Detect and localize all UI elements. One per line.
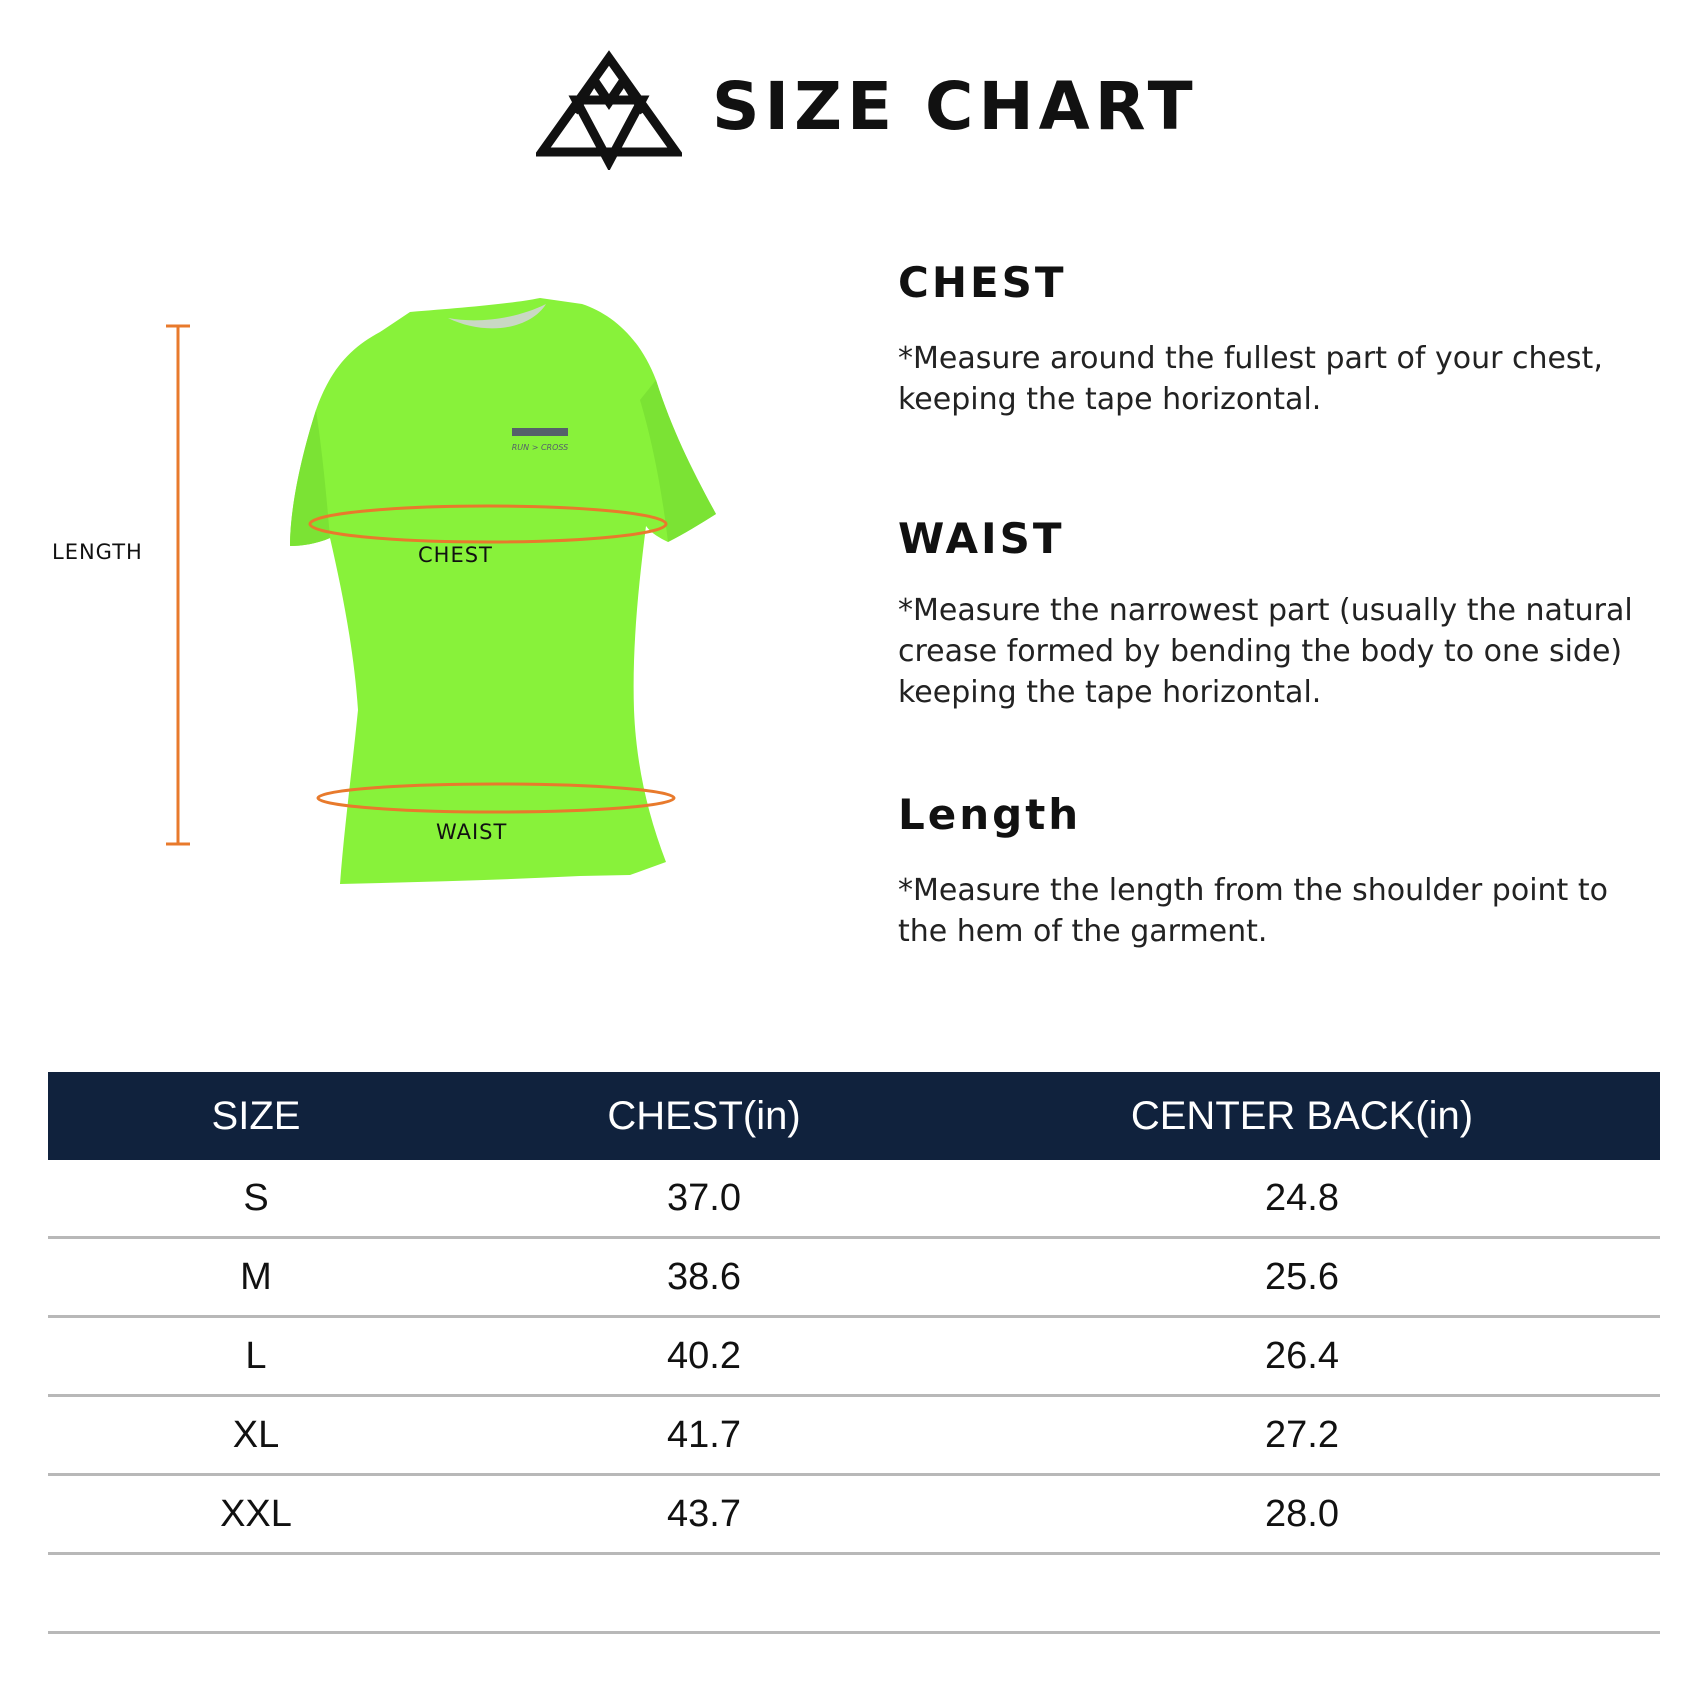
shirt-illustration bbox=[40, 290, 740, 910]
table-header bbox=[48, 1072, 1660, 1160]
shirt-measurement-figure bbox=[40, 290, 740, 910]
chest-cell: 43.7 bbox=[667, 1492, 741, 1535]
table-row bbox=[48, 1318, 1660, 1397]
waist-instructions: *Measure the narrowest part (usually the natural crease formed by bending the body to one side) keeping the tape horizontal. bbox=[898, 593, 1633, 710]
size-cell: L bbox=[245, 1334, 267, 1377]
size-table bbox=[48, 1072, 1660, 1634]
triangle-mountain-logo-icon bbox=[536, 50, 682, 170]
waist-section bbox=[898, 514, 1658, 713]
center-back-cell: 24.8 bbox=[1265, 1176, 1339, 1219]
column-header-center-back: CENTER BACK(in) bbox=[1130, 1093, 1474, 1138]
chest-cell: 38.6 bbox=[667, 1255, 741, 1298]
table-row bbox=[48, 1397, 1660, 1476]
table-row bbox=[48, 1160, 1660, 1239]
chest-cell: 37.0 bbox=[667, 1176, 741, 1219]
chest-label: CHEST bbox=[418, 543, 493, 567]
chest-heading: CHEST bbox=[898, 258, 1067, 307]
length-section bbox=[898, 790, 1658, 952]
size-cell: S bbox=[243, 1176, 269, 1219]
waist-label: WAIST bbox=[436, 820, 508, 844]
table-row bbox=[48, 1476, 1660, 1555]
center-back-cell: 25.6 bbox=[1265, 1255, 1339, 1298]
size-cell: M bbox=[240, 1255, 272, 1298]
center-back-cell: 26.4 bbox=[1265, 1334, 1339, 1377]
center-back-cell: 27.2 bbox=[1265, 1413, 1339, 1456]
chest-cell: 41.7 bbox=[667, 1413, 741, 1456]
column-header-chest: CHEST(in) bbox=[607, 1093, 801, 1138]
length-label: LENGTH bbox=[52, 540, 143, 564]
chest-instructions: *Measure around the fullest part of your chest, keeping the tape horizontal. bbox=[898, 341, 1603, 417]
header bbox=[0, 50, 1700, 180]
column-header-size: SIZE bbox=[211, 1093, 301, 1138]
table-row bbox=[48, 1239, 1660, 1318]
center-back-cell: 28.0 bbox=[1265, 1492, 1339, 1535]
table-empty-row bbox=[48, 1555, 1660, 1634]
size-cell: XL bbox=[232, 1413, 280, 1456]
shirt-print-text: RUN > CROSS bbox=[511, 443, 569, 452]
length-heading: Length bbox=[898, 790, 1082, 839]
waist-heading: WAIST bbox=[898, 514, 1065, 563]
chest-cell: 40.2 bbox=[667, 1334, 741, 1377]
length-instructions: *Measure the length from the shoulder point to the hem of the garment. bbox=[898, 873, 1608, 949]
size-cell: XXL bbox=[220, 1492, 292, 1535]
page-title: SIZE CHART bbox=[712, 68, 1198, 145]
chest-section bbox=[898, 258, 1658, 420]
